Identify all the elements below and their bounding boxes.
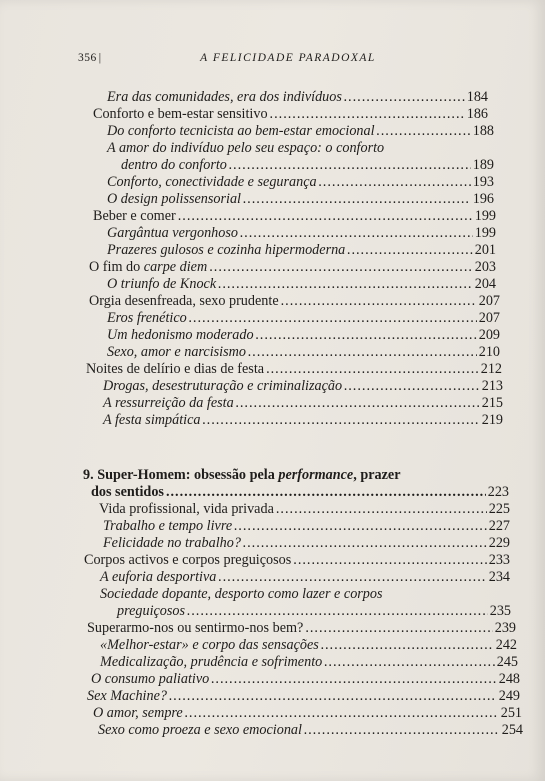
leader-dots bbox=[304, 722, 500, 739]
toc-entry-title: Drogas, desestruturação e criminalização bbox=[103, 378, 343, 394]
toc-entry-title: Orgia desenfreada, sexo prudente bbox=[89, 293, 279, 309]
toc-page-number: 233 bbox=[488, 552, 510, 568]
toc-entry-title: A euforia desportiva bbox=[100, 569, 217, 585]
toc-entry bbox=[103, 395, 503, 412]
toc-entry bbox=[103, 412, 503, 429]
leader-dots bbox=[236, 395, 480, 412]
toc-entry bbox=[103, 378, 503, 395]
toc-entry bbox=[107, 89, 488, 106]
toc-entry bbox=[87, 688, 520, 705]
leader-dots bbox=[243, 535, 487, 552]
leader-dots bbox=[293, 552, 486, 569]
leader-dots bbox=[240, 225, 473, 242]
toc-entry bbox=[89, 259, 496, 276]
leader-dots bbox=[266, 361, 479, 378]
toc-entry-title: Vida profissional, vida privada bbox=[99, 501, 274, 517]
leader-dots bbox=[319, 174, 471, 191]
toc-entry-continued: 9. Super-Homem: obsessão pela performance, prazer bbox=[83, 467, 401, 483]
toc-page-number: 210 bbox=[478, 344, 500, 360]
toc-entry bbox=[84, 552, 510, 569]
page-number: 356 | bbox=[78, 52, 102, 64]
toc-page-number: 239 bbox=[494, 620, 516, 636]
leader-dots bbox=[276, 501, 487, 518]
toc-entry bbox=[86, 361, 502, 378]
toc-page-number: 196 bbox=[472, 191, 494, 207]
toc-entry-title: O design polissensorial bbox=[107, 191, 241, 207]
leader-dots bbox=[187, 603, 488, 620]
toc-page-number: 188 bbox=[472, 123, 494, 139]
toc-page-number: 213 bbox=[481, 378, 503, 394]
toc-entry-continued: Sociedade dopante, desporto como lazer e corpos bbox=[100, 586, 383, 602]
toc-entry bbox=[107, 310, 500, 327]
toc-entry-title: Eros frenético bbox=[107, 310, 187, 326]
leader-dots bbox=[202, 412, 479, 429]
toc-entry bbox=[107, 191, 494, 208]
toc-page-number: 234 bbox=[488, 569, 510, 585]
toc-entry bbox=[100, 654, 518, 671]
toc-page-number: 209 bbox=[478, 327, 500, 343]
leader-dots bbox=[229, 157, 471, 174]
toc-page-number: 223 bbox=[487, 484, 509, 500]
toc-entry bbox=[87, 620, 516, 637]
toc-entry bbox=[103, 518, 510, 535]
toc-entry-title: Medicalização, prudência e sofrimento bbox=[100, 654, 323, 670]
leader-dots bbox=[347, 242, 472, 259]
leader-dots bbox=[178, 208, 473, 225]
toc-entry-title: «Melhor-estar» e corpo das sensações bbox=[100, 637, 319, 653]
toc-entry bbox=[100, 569, 510, 586]
leader-dots bbox=[305, 620, 492, 637]
leader-dots bbox=[270, 106, 465, 123]
leader-dots bbox=[189, 310, 477, 327]
toc-entry-title: dos sentidos bbox=[91, 484, 164, 500]
toc-page-number: 204 bbox=[474, 276, 496, 292]
toc-entry-title: Do conforto tecnicista ao bem-estar emocional bbox=[107, 123, 375, 139]
toc-page-number: 207 bbox=[478, 293, 500, 309]
toc-entry-title: dentro do conforto bbox=[121, 157, 227, 173]
toc-entry bbox=[93, 705, 522, 722]
leader-dots bbox=[211, 671, 497, 688]
toc-entry-continued: A amor do indivíduo pelo seu espaço: o conforto bbox=[107, 140, 385, 156]
toc-page-number: 251 bbox=[500, 705, 522, 721]
toc-page-number: 212 bbox=[480, 361, 502, 377]
toc-entry bbox=[107, 123, 494, 140]
toc-entry-title: Trabalho e tempo livre bbox=[103, 518, 233, 534]
toc-page-number: 225 bbox=[488, 501, 510, 517]
toc-entry-title: Sex Machine? bbox=[87, 688, 167, 704]
toc-page-number: 235 bbox=[489, 603, 511, 619]
toc-entry-title: O amor, sempre bbox=[93, 705, 183, 721]
toc-entry-title: Felicidade no trabalho? bbox=[103, 535, 241, 551]
toc-page-number: 248 bbox=[498, 671, 520, 687]
toc-entry bbox=[107, 174, 494, 191]
toc-entry bbox=[107, 225, 496, 242]
toc-page-number: 219 bbox=[481, 412, 503, 428]
toc-entry-title: Conforto e bem-estar sensitivo bbox=[93, 106, 268, 122]
toc-entry-title: Gargântua vergonhoso bbox=[107, 225, 238, 241]
leader-dots bbox=[166, 484, 486, 501]
toc-entry bbox=[91, 671, 520, 688]
toc-entry bbox=[121, 157, 494, 174]
toc-entry bbox=[107, 242, 496, 259]
leader-dots bbox=[344, 89, 465, 106]
toc-page-number: 193 bbox=[472, 174, 494, 190]
leader-dots bbox=[169, 688, 497, 705]
toc-entry bbox=[93, 106, 488, 123]
toc-entry-title: Beber e comer bbox=[93, 208, 176, 224]
leader-dots bbox=[344, 378, 480, 395]
leader-dots bbox=[218, 569, 486, 586]
toc-entry bbox=[107, 276, 496, 293]
toc-page-number: 229 bbox=[488, 535, 510, 551]
running-head: A FELICIDADE PARADOXAL bbox=[200, 52, 376, 64]
toc-entry-title: Era das comunidades, era dos indivíduos bbox=[107, 89, 342, 105]
toc-entry bbox=[103, 535, 510, 552]
toc-entry-title: Noites de delírio e dias de festa bbox=[86, 361, 265, 377]
leader-dots bbox=[248, 344, 477, 361]
toc-page-number: 189 bbox=[472, 157, 494, 173]
toc-entry bbox=[107, 344, 500, 361]
leader-dots bbox=[234, 518, 487, 535]
toc-entry bbox=[100, 637, 517, 654]
leader-dots bbox=[377, 123, 471, 140]
toc-entry-title: O consumo paliativo bbox=[91, 671, 210, 687]
toc-page-number: 215 bbox=[481, 395, 503, 411]
toc-page-number: 242 bbox=[495, 637, 517, 653]
toc-entry-title: O fim do carpe diem bbox=[89, 259, 208, 275]
leader-dots bbox=[256, 327, 477, 344]
toc-entry-title: O triunfo de Knock bbox=[107, 276, 217, 292]
toc-entry-title: A ressurreição da festa bbox=[103, 395, 234, 411]
toc-entry bbox=[89, 293, 500, 310]
toc-entry bbox=[107, 327, 500, 344]
toc-page-number: 201 bbox=[474, 242, 496, 258]
leader-dots bbox=[209, 259, 473, 276]
toc-entry-title: Conforto, conectividade e segurança bbox=[107, 174, 317, 190]
toc-entry-title: Um hedonismo moderado bbox=[107, 327, 254, 343]
toc-entry bbox=[117, 603, 511, 620]
toc-page-number: 186 bbox=[466, 106, 488, 122]
toc-page-number: 254 bbox=[501, 722, 523, 738]
toc-page-number: 199 bbox=[474, 225, 496, 241]
toc-page-number: 249 bbox=[498, 688, 520, 704]
leader-dots bbox=[281, 293, 477, 310]
leader-dots bbox=[218, 276, 473, 293]
toc-entry bbox=[93, 208, 496, 225]
toc-page-number: 245 bbox=[496, 654, 518, 670]
leader-dots bbox=[324, 654, 494, 671]
toc-entry bbox=[91, 484, 509, 501]
toc-entry-title: Superarmo-nos ou sentirmo-nos bem? bbox=[87, 620, 304, 636]
toc-entry-title: Prazeres gulosos e cozinha hipermoderna bbox=[107, 242, 346, 258]
leader-dots bbox=[185, 705, 499, 722]
toc-entry-title: Sexo como proeza e sexo emocional bbox=[98, 722, 302, 738]
toc-page-number: 203 bbox=[474, 259, 496, 275]
toc-entry bbox=[98, 722, 523, 739]
toc-entry-title: Sexo, amor e narcisismo bbox=[107, 344, 246, 360]
toc-entry-title: preguiçosos bbox=[117, 603, 186, 619]
toc-page-number: 227 bbox=[488, 518, 510, 534]
toc-page-number: 184 bbox=[466, 89, 488, 105]
toc-entry bbox=[99, 501, 510, 518]
toc-page-number: 207 bbox=[478, 310, 500, 326]
toc-entry-title: Corpos activos e corpos preguiçosos bbox=[84, 552, 292, 568]
toc-page-number: 199 bbox=[474, 208, 496, 224]
toc-entry-title: A festa simpática bbox=[103, 412, 201, 428]
leader-dots bbox=[243, 191, 471, 208]
leader-dots bbox=[321, 637, 494, 654]
